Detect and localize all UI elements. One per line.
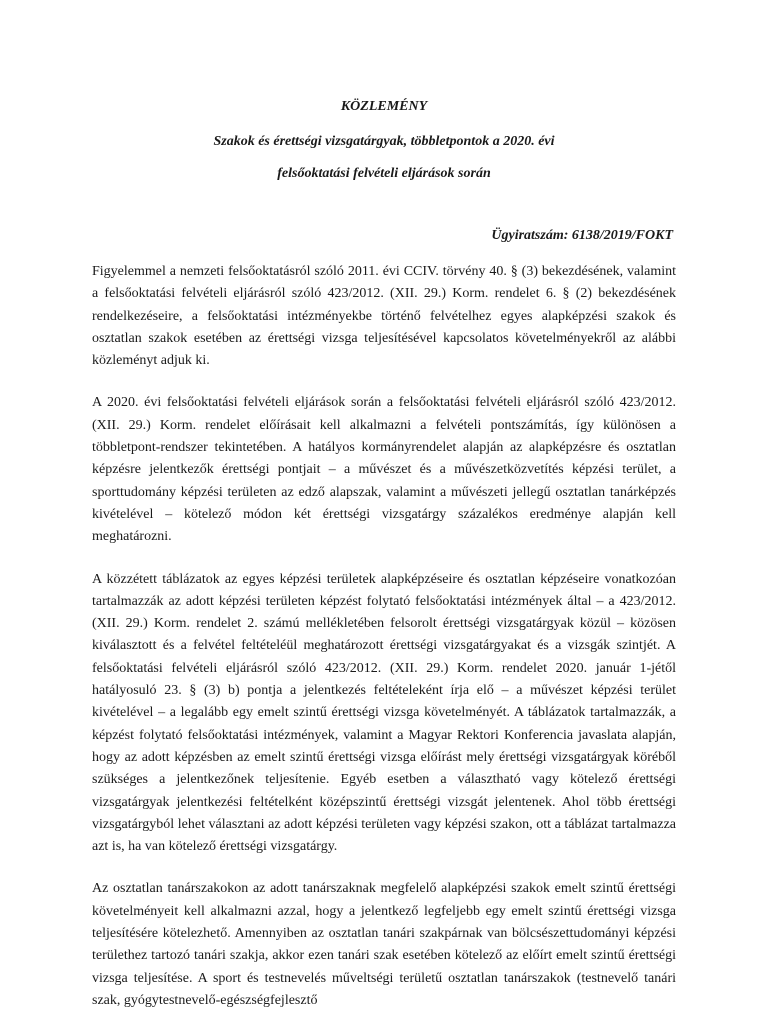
paragraph-1: Figyelemmel a nemzeti felsőoktatásról szóló 2011. évi CCIV. törvény 40. § (3) bekezdésének, valamint a felsőoktatási felvételi eljárásról szóló 423/2012. (XII. 29.) Korm. rendelet 6. § (2) bekezdésének rendelkezéseire, a felsőoktatási intézményekbe történő felvételhez egyes alapképzési szakok és osztatlan szakok esetében az érettségi vizsga teljesítésével kapcsolatos követelményekről az alábbi közleményt adjuk ki. bbox=[92, 264, 676, 369]
document-body bbox=[92, 261, 676, 1032]
paragraph-2: A 2020. évi felsőoktatási felvételi eljárások során a felsőoktatási felvételi eljárásról szóló 423/2012. (XII. 29.) Korm. rendelet előírásait kell alkalmazni a felvételi pontszámítás, így különösen a többletpont-rendszer tekintetében. A hatályos kormányrendelet alapján az alapképzésre és osztatlan képzésre jelentkezők érettségi pontjait – a művészet és a művészetközvetítés képzési terület, a sporttudomány képzési területen az edző alapszak, valamint a művészeti jellegű osztatlan tanárképzés kivételével – kötelező módon két érettségi vizsgatárgy százalékos eredménye alapján kell meghatározni. bbox=[92, 395, 676, 545]
document-subtitle-line1: Szakok és érettségi vizsgatárgyak, többletpontok a 2020. évi bbox=[213, 134, 555, 149]
paragraph-3: A közzétett táblázatok az egyes képzési területek alapképzéseire és osztatlan képzéseire vonatkozóan tartalmazzák az adott képzési területen képzést folytató felsőoktatási intézmények által – a 423/2012. (XII. 29.) Korm. rendelet 2. számú mellékletében felsorolt érettségi vizsgatárgyak közül – közösen kiválasztott és a felvétel feltételéül meghatározott érettségi vizsgatárgyakat és a vizsgák szintjét. A felsőoktatási felvételi eljárásról szóló 423/2012. (XII. 29.) Korm. rendelet 2020. január 1-jétől hatályosuló 23. § (3) b) pontja a jelentkezés feltételeként írja elő – a művészet képzési terület kivételével – a legalább egy emelt szintű érettségi vizsga követelményét. A táblázatok tartalmazzák, a képzést folytató felsőoktatási intézmények, valamint a Magyar Rektori Konferencia javaslata alapján, hogy az adott képzésben az emelt szintű érettségi vizsga előírást mely érettségi vizsgatárgyak köréből szükséges a jelentkezőnek teljesítenie. Egyéb esetben a választható vagy kötelező érettségi vizsgatárgyak jelentkezési feltételként középszintű érettségi vizsgát jelentenek. Ahol több érettségi vizsgatárgyból lehet választani az adott képzési területen vagy képzési szakon, ott a táblázat tartalmazza azt is, ha van kötelező érettségi vizsgatárgy. bbox=[92, 571, 676, 855]
document-heading: KÖZLEMÉNY bbox=[340, 99, 428, 114]
document-subtitle-line2: felsőoktatási felvételi eljárások során bbox=[277, 166, 491, 181]
reference-number: Ügyiratszám: 6138/2019/FOKT bbox=[491, 228, 673, 243]
paragraph-4: Az osztatlan tanárszakokon az adott tanárszaknak megfelelő alapképzési szakok emelt szintű érettségi követelményeit kell alkalmazni azzal, hogy a jelentkező legfeljebb egy emelt szintű érettségi vizsga teljesítésére kötelezhető. Amennyiben az osztatlan tanári szakpárnak van bölcsészettudományi képzési területhez tartozó tanári szakja, akkor ezen tanári szak esetében kötelező az előírt emelt szintű érettségi vizsga teljesítése. A sport és testnevelés műveltségi területű osztatlan tanárszakok (testnevelő tanári szak, gyógytestnevelő-egészségfejlesztő bbox=[92, 881, 676, 1008]
